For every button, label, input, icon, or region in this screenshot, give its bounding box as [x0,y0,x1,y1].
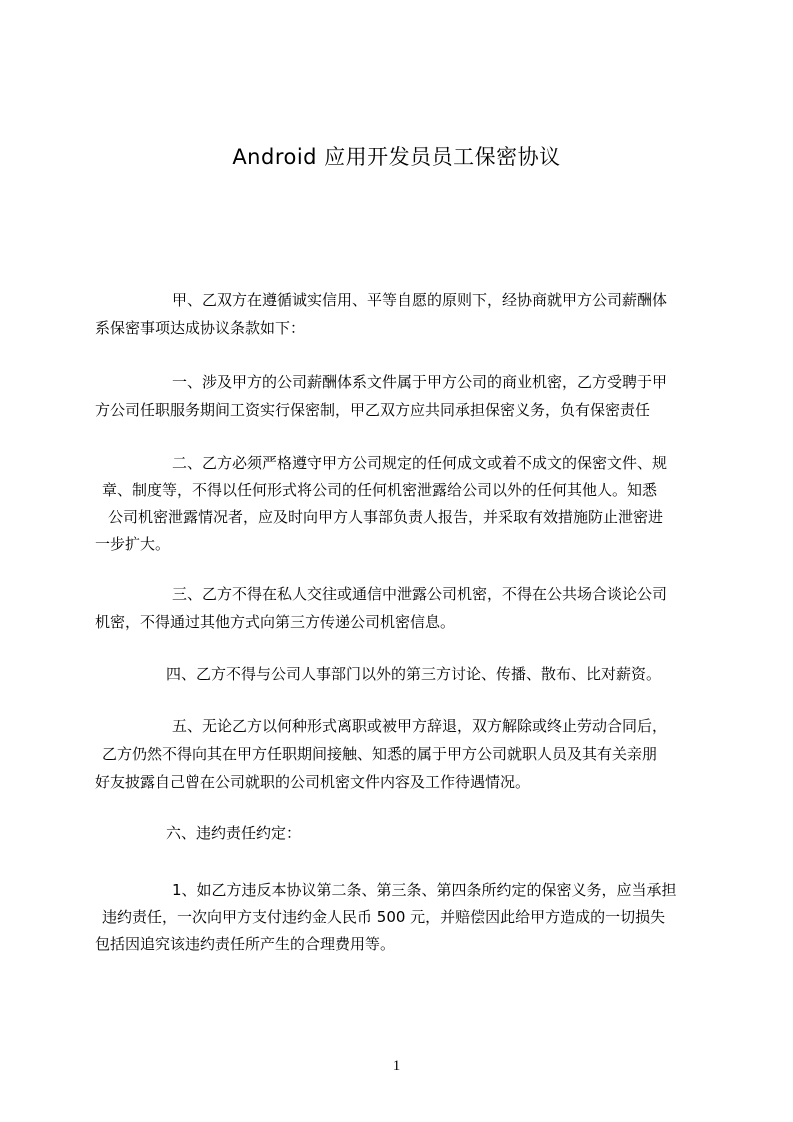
paragraph-6-line-3: 好友披露自己曾在公司就职的公司机密文件内容及工作待遇情况。 [95,773,531,791]
paragraph-8-line-2: 违约责任，一次向甲方支付违约金人民币 500 元，并赔偿因此给甲方造成的一切损失 [102,908,666,926]
paragraph-3-line-1: 二、乙方必须严格遵守甲方公司规定的任何成文或着不成文的保密文件、规 [172,454,668,472]
paragraph-6-line-1: 五、无论乙方以何种形式离职或被甲方辞退，双方解除或终止劳动合同后， [172,717,668,735]
document-title: Android 应用开发员员工保密协议 [232,145,561,169]
page-number: 1 [392,1058,401,1074]
paragraph-2-line-1: 一、涉及甲方的公司薪酬体系文件属于甲方公司的商业机密，乙方受聘于甲 [172,373,668,391]
paragraph-8-line-3: 包括因追究该违约责任所产生的合理费用等。 [95,935,396,953]
paragraph-4-line-2: 机密，不得通过其他方式向第三方传递公司机密信息。 [95,613,456,631]
paragraph-1-line-2: 系保密事项达成协议条款如下： [95,319,306,337]
paragraph-7-line-1: 六、违约责任约定： [166,824,302,842]
paragraph-2-line-2: 方公司任职服务期间工资实行保密制，甲乙双方应共同承担保密义务，负有保密责任 [95,401,651,419]
paragraph-6-line-2: 乙方仍然不得向其在甲方任职期间接触、知悉的属于甲方公司就职人员及其有关亲朋 [102,745,658,763]
paragraph-1-line-1: 甲、乙双方在遵循诚实信用、平等自愿的原则下，经协商就甲方公司薪酬体 [172,291,668,309]
paragraph-3-line-2: 章、制度等，不得以任何形式将公司的任何机密泄露给公司以外的任何其他人。知悉 [102,481,658,499]
paragraph-4-line-1: 三、乙方不得在私人交往或通信中泄露公司机密，不得在公共场合谈论公司 [172,585,668,603]
paragraph-3-line-3: 公司机密泄露情况者，应及时向甲方人事部负责人报告，并采取有效措施防止泄密进 [108,508,664,526]
paragraph-8-line-1: 1、如乙方违反本协议第二条、第三条、第四条所约定的保密义务，应当承担 [172,881,677,899]
paragraph-5-line-1: 四、乙方不得与公司人事部门以外的第三方讨论、传播、散布、比对薪资。 [166,665,662,683]
paragraph-3-line-4: 一步扩大。 [95,535,171,553]
